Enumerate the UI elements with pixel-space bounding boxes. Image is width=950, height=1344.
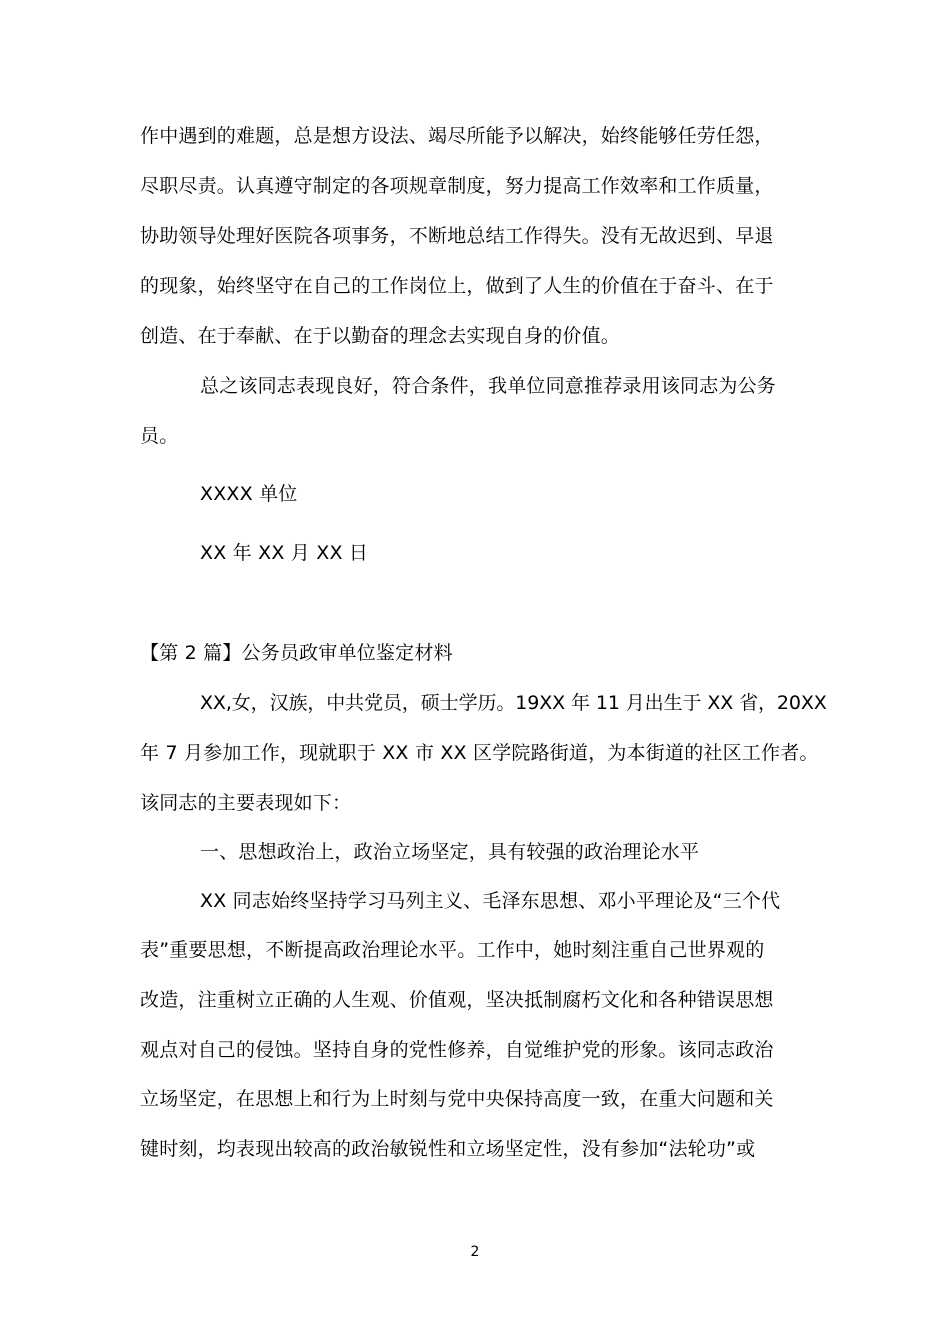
section-heading: 【第 2 篇】公务员政审单位鉴定材料 (140, 642, 453, 664)
intro-line: 该同志的主要表现如下： (140, 792, 352, 814)
page-number: 2 (470, 1244, 480, 1260)
body-line: 观点对自己的侵蚀。坚持自身的党性修养，自觉维护党的形象。该同志政治 (140, 1039, 774, 1061)
intro-line: 年 7 月参加工作，现就职于 XX 市 XX 区学院路街道，为本街道的社区工作者。 (140, 742, 819, 764)
signature-date: XX 年 XX 月 XX 日 (200, 542, 369, 564)
body-line: 改造，注重树立正确的人生观、价值观，坚决抵制腐朽文化和各种错误思想 (140, 989, 774, 1011)
text-line: 协助领导处理好医院各项事务，不断地总结工作得失。没有无故迟到、早退 (140, 225, 774, 247)
subheading: 一、思想政治上，政治立场坚定，具有较强的政治理论水平 (200, 841, 700, 863)
body-line: 键时刻，均表现出较高的政治敏锐性和立场坚定性，没有参加“法轮功”或 (140, 1138, 756, 1160)
intro-line: XX,女，汉族，中共党员，硕士学历。19XX 年 11 月出生于 XX 省，20XX (200, 692, 827, 714)
body-line: 表”重要思想，不断提高政治理论水平。工作中，她时刻注重自己世界观的 (140, 939, 765, 961)
conclusion-line: 员。 (140, 425, 179, 447)
body-line: 立场坚定，在思想上和行为上时刻与党中央保持高度一致，在重大问题和关 (140, 1088, 774, 1110)
text-line: 作中遇到的难题，总是想方设法、竭尽所能予以解决，始终能够任劳任怨， (140, 125, 774, 147)
text-line: 尽职尽责。认真遵守制定的各项规章制度，努力提高工作效率和工作质量， (140, 175, 774, 197)
signature-unit: XXXX 单位 (200, 483, 298, 505)
body-line: XX 同志始终坚持学习马列主义、毛泽东思想、邓小平理论及“三个代 (200, 890, 781, 912)
text-line: 创造、在于奉献、在于以勤奋的理念去实现自身的价值。 (140, 325, 621, 347)
conclusion-line: 总之该同志表现良好，符合条件，我单位同意推荐录用该同志为公务 (200, 375, 777, 397)
text-line: 的现象，始终坚守在自己的工作岗位上，做到了人生的价值在于奋斗、在于 (140, 275, 774, 297)
